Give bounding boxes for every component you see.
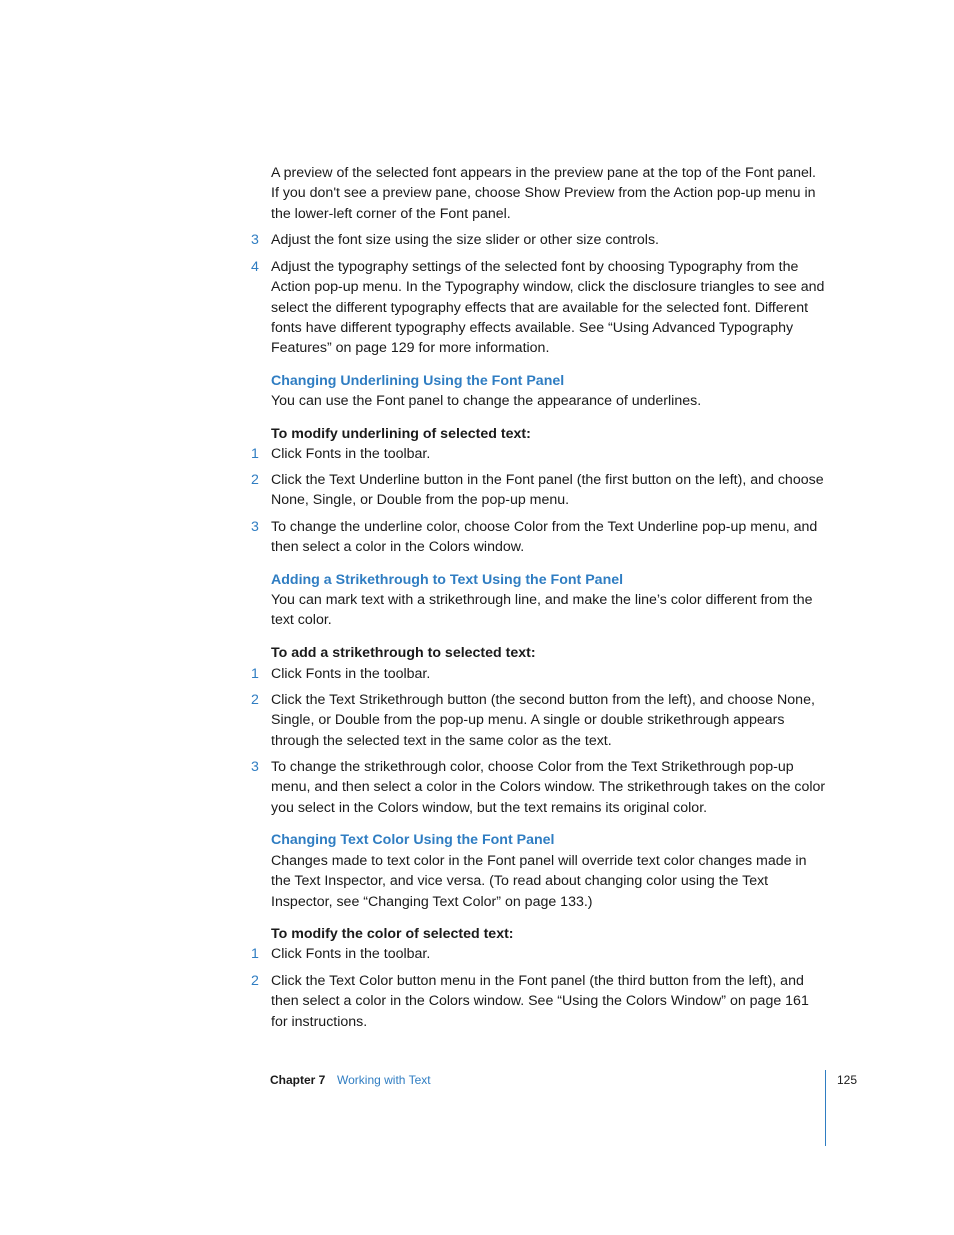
procedure-title: To modify the color of selected text: bbox=[271, 926, 514, 942]
step-text: Adjust the font size using the size slider or other size controls. bbox=[271, 232, 659, 248]
procedure-title: To add a strikethrough to selected text: bbox=[271, 645, 536, 661]
step-text: Click Fonts in the toolbar. bbox=[271, 666, 431, 682]
step-number: 3 bbox=[251, 519, 259, 535]
intro-paragraph: A preview of the selected font appears in the preview pane at the top of the Font panel. If you don't see a preview pane, choose Show Preview from the Action pop-up menu in the lower-left corner of the Font panel. bbox=[271, 165, 816, 222]
section-body: Changes made to text color in the Font panel will override text color changes made in the Text Inspector, and vice versa. (To read about changing color using the Text Inspector, see “Changing Text Color” on page 133.) bbox=[271, 853, 807, 910]
step-number: 2 bbox=[251, 692, 259, 708]
footer-chapter-label: Chapter 7 bbox=[270, 1073, 326, 1087]
step-number: 1 bbox=[251, 666, 259, 682]
section-heading-strikethrough: Adding a Strikethrough to Text Using the Font Panel bbox=[271, 572, 624, 588]
section-body: You can mark text with a strikethrough line, and make the line’s color different from the text color. bbox=[271, 592, 813, 629]
step-text: Click the Text Strikethrough button (the second button from the left), and choose None, Single, or Double from the pop-up menu. A single or double strikethrough appears through the selected text in the same color as the text. bbox=[271, 692, 815, 749]
procedure-title: To modify underlining of selected text: bbox=[271, 426, 531, 442]
section-heading-underlining: Changing Underlining Using the Font Panel bbox=[271, 373, 565, 389]
step-text: Click Fonts in the toolbar. bbox=[271, 946, 431, 962]
step-number: 2 bbox=[251, 472, 259, 488]
footer-chapter-title: Working with Text bbox=[337, 1073, 431, 1087]
step-number: 2 bbox=[251, 973, 259, 989]
step-number: 4 bbox=[251, 259, 259, 275]
step-number: 1 bbox=[251, 446, 259, 462]
step-number: 3 bbox=[251, 232, 259, 248]
page-number: 125 bbox=[837, 1073, 858, 1087]
section-heading-text-color: Changing Text Color Using the Font Panel bbox=[271, 832, 555, 848]
step-number: 1 bbox=[251, 946, 259, 962]
step-number: 3 bbox=[251, 759, 259, 775]
step-text: To change the strikethrough color, choose Color from the Text Strikethrough pop-up menu, and then select a color in the Colors window. The strikethrough takes on the color you select in the Colors window, but the text remains its original color. bbox=[271, 759, 826, 816]
footer-divider bbox=[825, 1070, 826, 1146]
step-text: Click the Text Underline button in the Font panel (the first button on the left), and choose None, Single, or Double from the pop-up menu. bbox=[271, 472, 824, 509]
step-text: Adjust the typography settings of the selected font by choosing Typography from the Action pop-up menu. In the Typography window, click the disclosure triangles to see and select the different typography effects that are available for the selected font. Different fonts have different typography effects available. See “Using Advanced Typography Features” on page 129 for more information. bbox=[271, 259, 825, 357]
step-text: Click the Text Color button menu in the Font panel (the third button from the left), and then select a color in the Colors window. See “Using the Colors Window” on page 161 for instructions. bbox=[271, 973, 809, 1030]
step-text: To change the underline color, choose Color from the Text Underline pop-up menu, and then select a color in the Colors window. bbox=[271, 519, 818, 556]
section-body: You can use the Font panel to change the appearance of underlines. bbox=[271, 393, 702, 409]
step-text: Click Fonts in the toolbar. bbox=[271, 446, 431, 462]
